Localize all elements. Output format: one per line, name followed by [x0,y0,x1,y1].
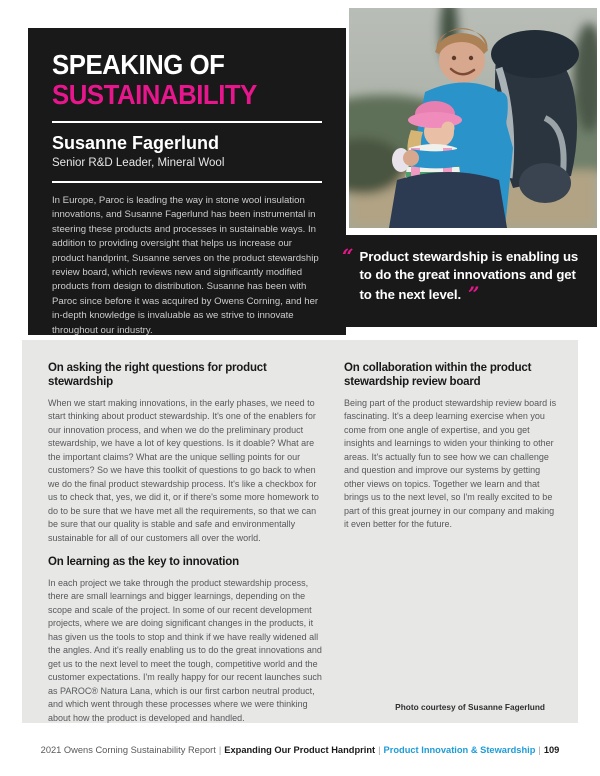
footer-subsection-link[interactable]: Product Innovation & Stewardship [383,745,536,755]
photo-illustration [349,8,597,228]
photo [349,8,597,228]
open-quote-mark: “ [342,244,354,268]
section-body: In each project we take through the product stewardship process, there are small learnings and bigger learnings, depending on the scope and scale of the project. In some of our recent development projects, where we are doing significant changes in the products, it has given us the tools to stop and think if we have really widened all the angles. And it's really enabling us to do the great innovations and get us to the next level to meet the tough, competitive world and the customer expectations. I'm really happy for our recent launches such as PAROC® Natura Lana, which is our first carbon neutral product, and which went through these processes where we were thinking about how the product is developed and handled. [48,577,322,723]
interviewee-name: Susanne Fagerlund [52,133,220,154]
footer-separator: | [538,745,541,755]
page-footer [0,745,600,755]
divider [52,181,322,183]
section-heading: On learning as the key to innovation [48,556,239,569]
pull-quote [332,235,597,327]
footer-separator: | [378,745,381,755]
close-quote-mark: ” [468,282,480,307]
section-body: When we start making innovations, in the early phases, we need to start thinking about product stewardship. It's one of the enablers for our innovation process, and when we do the preliminary product stewardship, we have a lot of key questions. Is it doable? What are the important claims? What are the unique selling points for our customers? So we have this toolkit of questions to go back to when we do the final product stewardship process. It's like a checkbox for us to check that, yes, we did it, or if there's some more homework to do to be sure that we have met all the requirements, so that we can be sure that our quality is stable and safe and environmentally sustainable for all of our customers all over the world. [48,397,319,543]
page-title-line2: SUSTAINABILITY [52,78,257,110]
section-body: Being part of the product stewardship review board is fascinating. It's a deep learning exercise when you come from one angle of expertise, and you get insights and learnings to widen your thinking to other areas. It's actually fun to see how we can challenge and question and improve our systems by getting other views on topics. Together we learn and that brings us to the next level, so I'm really excited to be part of this great journey in our company and making it even better for the future. [344,397,557,530]
quote-text [360,248,585,305]
quote-text-content: Product stewardship is enabling us to do the great innovations and get to the next level. [359,249,579,303]
footer-separator: | [218,745,222,755]
header-panel [28,28,346,335]
divider [52,121,322,123]
right-column [344,352,560,735]
section-heading: On collaboration within the product stewardship review board [344,362,532,389]
interviewee-role: Senior R&D Leader, Mineral Wool [52,157,225,170]
footer-section: Expanding Our Product Handprint [224,745,376,755]
page-number: 109 [543,745,560,755]
footer-report-title: 2021 Owens Corning Sustainability Report [40,745,216,755]
section-heading: On asking the right questions for product stewardship [48,362,267,389]
intro-paragraph: In Europe, Paroc is leading the way in stone wool insulation innovations, and Susanne Fagerlund has been instrumental in steering these products and processes in sustainable ways. In addition to providing oversight that helps us increase our product handprint, Susanne serves on the product stewardship review board, which reviews new and significantly modified products from design to distribution. Susanne has been with Paroc since before it was acquired by Owens Corning, and her in-depth knowledge is invaluable as we strive to innovate throughout our industry. [52,195,319,335]
left-column [48,352,328,735]
interview-content [22,340,578,723]
page-title-line1: SPEAKING OF [52,49,225,80]
photo-credit: Photo courtesy of Susanne Fagerlund [395,702,545,712]
